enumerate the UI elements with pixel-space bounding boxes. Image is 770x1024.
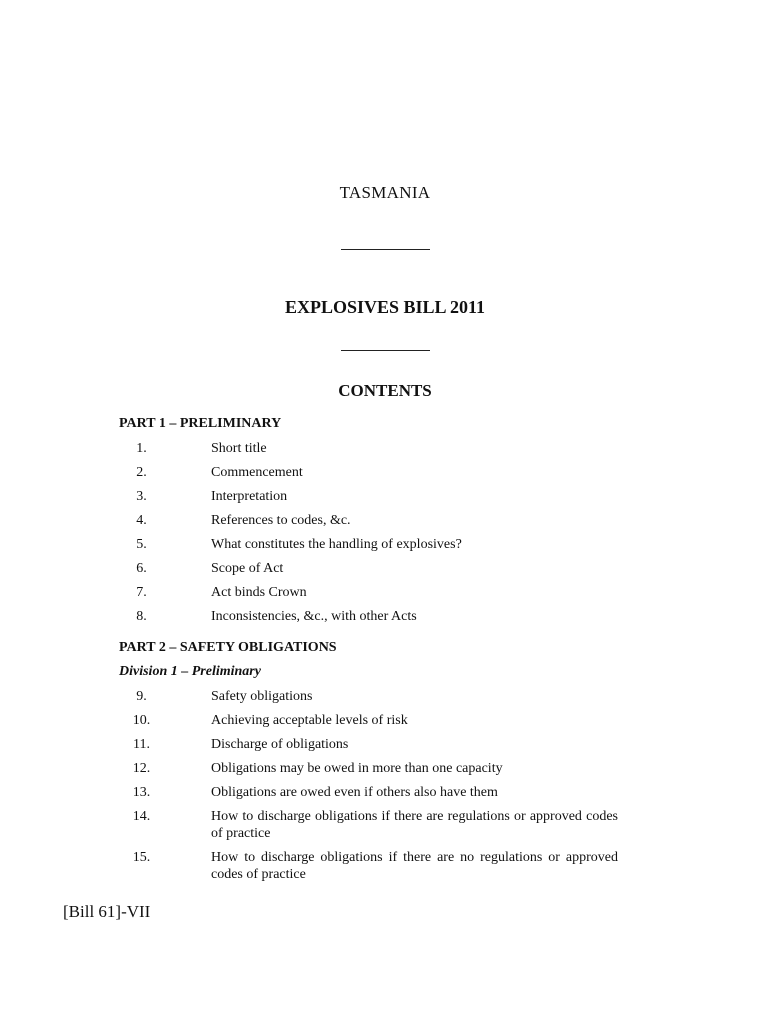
section-title: Discharge of obligations: [211, 737, 349, 752]
section-title: Safety obligations: [211, 689, 313, 704]
section-number: 5.: [136, 537, 147, 552]
section-number: 10.: [132, 713, 151, 728]
section-number: 3.: [136, 489, 147, 504]
section-number: 2.: [136, 465, 147, 480]
section-number: 9.: [136, 689, 147, 704]
separator-rule: [341, 249, 430, 250]
bill-reference: [Bill 61]-VII: [63, 902, 151, 921]
section-number: 7.: [136, 585, 147, 600]
section-title: Achieving acceptable levels of risk: [211, 713, 408, 728]
division-heading: Division 1 – Preliminary: [119, 664, 261, 679]
section-title: How to discharge obligations if there are regulations or approved codes of practice: [211, 809, 618, 841]
bill-title: EXPLOSIVES BILL 2011: [284, 297, 486, 317]
separator-rule: [341, 350, 430, 351]
section-title: Act binds Crown: [211, 585, 307, 600]
section-title: What constitutes the handling of explosives?: [211, 537, 462, 552]
section-title: References to codes, &c.: [211, 513, 351, 528]
section-title: Inconsistencies, &c., with other Acts: [211, 609, 417, 624]
contents-heading: CONTENTS: [338, 381, 432, 400]
section-number: 4.: [136, 513, 147, 528]
section-number: 6.: [136, 561, 147, 576]
part-heading: PART 1 – PRELIMINARY: [119, 416, 282, 431]
section-title: How to discharge obligations if there are no regulations or approved codes of practice: [211, 850, 618, 882]
section-title: Obligations may be owed in more than one capacity: [211, 761, 503, 776]
jurisdiction-heading: TASMANIA: [339, 183, 431, 202]
section-number: 15.: [132, 850, 151, 865]
section-number: 11.: [133, 737, 150, 752]
section-title: Short title: [211, 441, 267, 456]
section-title: Obligations are owed even if others also have them: [211, 785, 498, 800]
section-number: 12.: [132, 761, 151, 776]
section-number: 1.: [136, 441, 147, 456]
section-number: 8.: [136, 609, 147, 624]
section-number: 14.: [132, 809, 151, 824]
part-heading: PART 2 – SAFETY OBLIGATIONS: [119, 640, 337, 655]
section-title: Commencement: [211, 465, 303, 480]
section-title: Interpretation: [211, 489, 288, 504]
section-number: 13.: [132, 785, 151, 800]
section-title: Scope of Act: [211, 561, 284, 576]
